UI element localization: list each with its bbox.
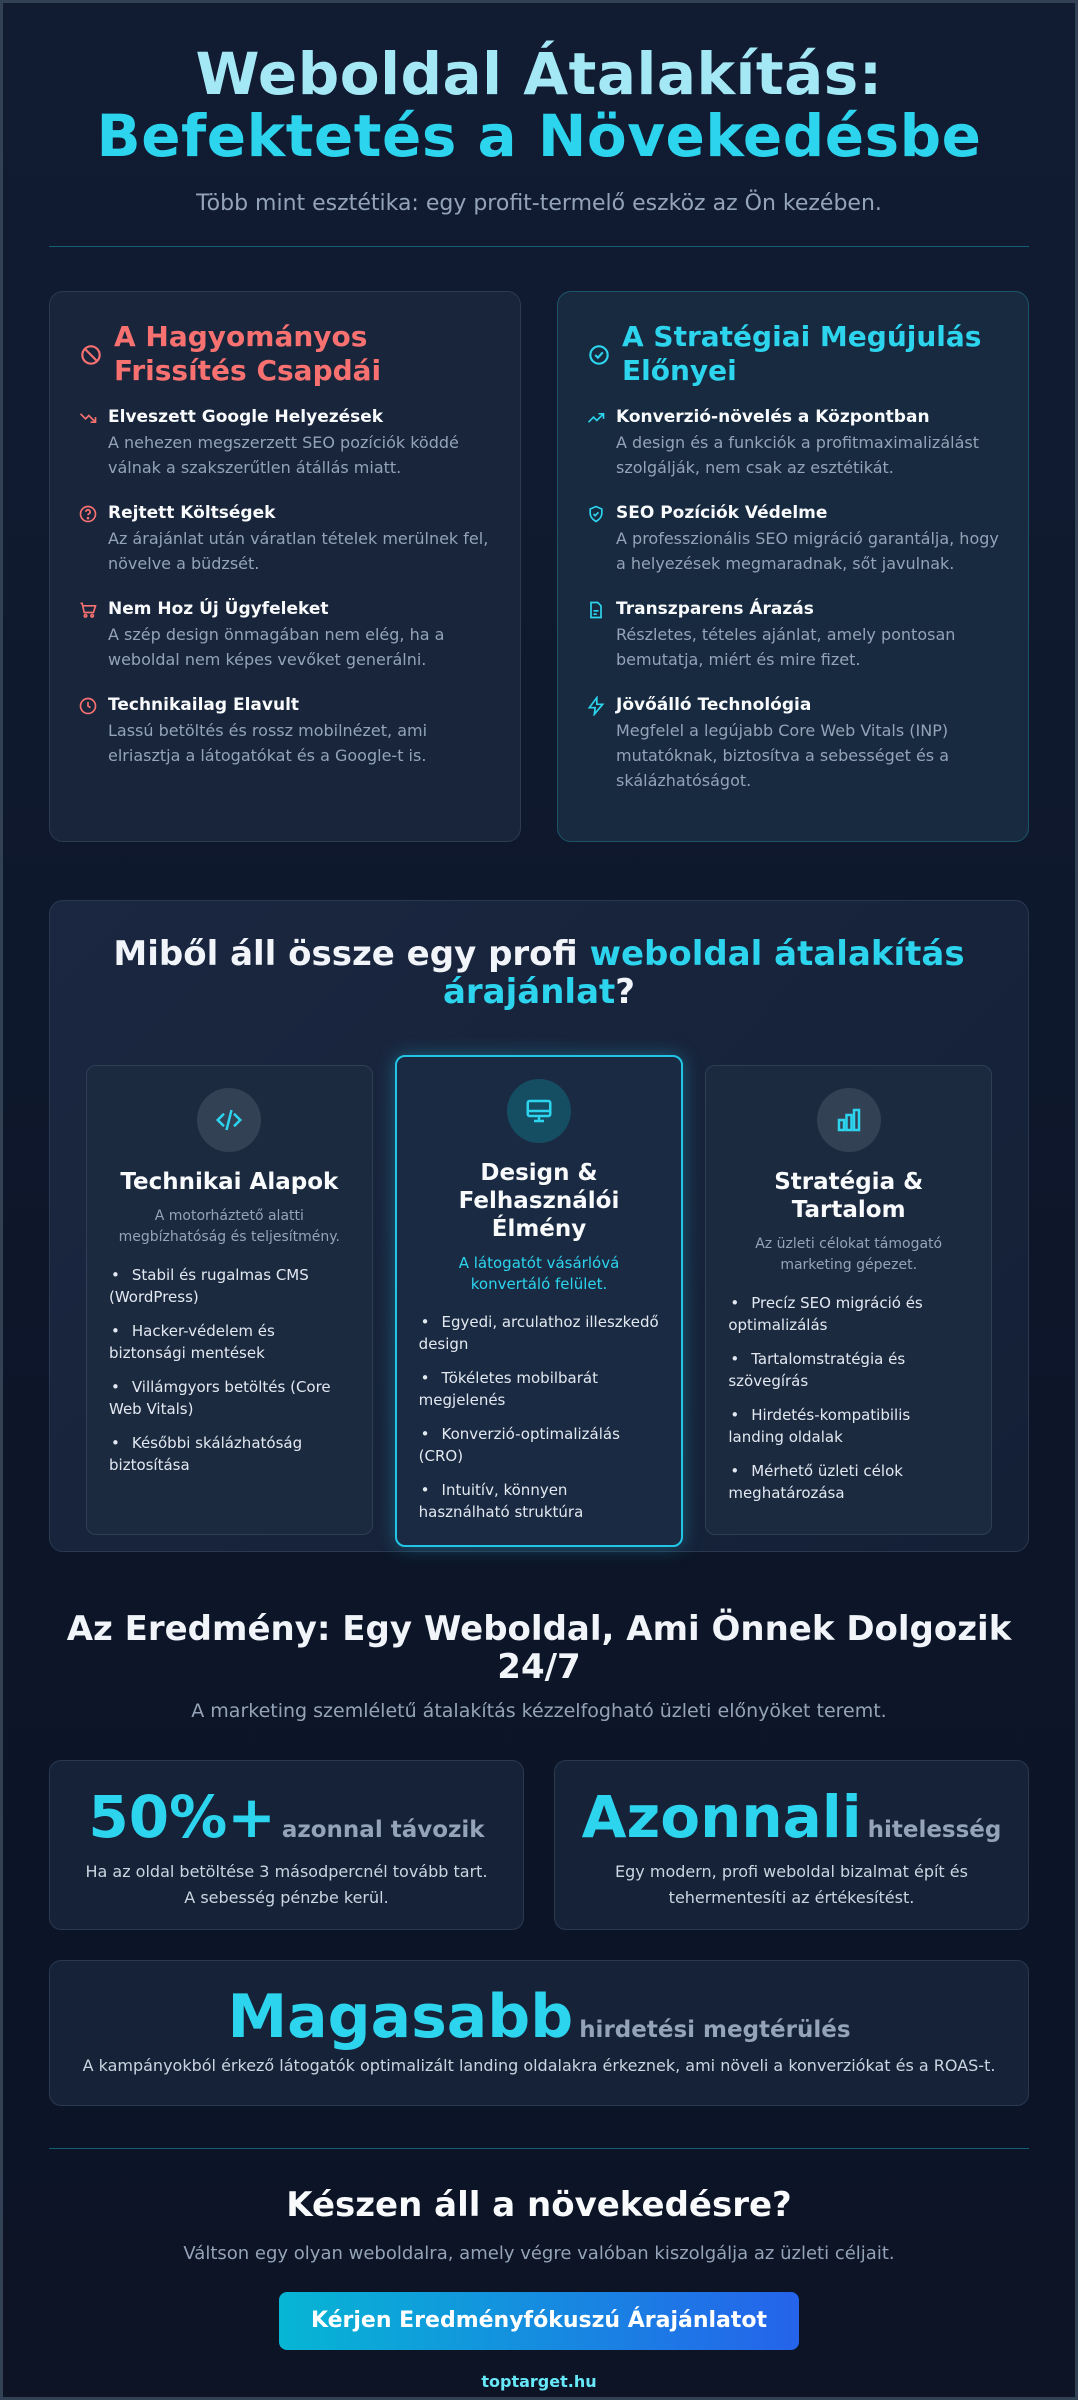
item-title: Transzparens Árazás <box>616 599 814 619</box>
column-subtitle: Az üzleti célokat támogató marketing gépezet. <box>755 1236 943 1273</box>
item-desc: A szép design önmagában nem elég, ha a weboldal nem képes vevőket generálni. <box>108 625 445 669</box>
results-title: Az Eredmény: Egy Weboldal, Ami Önnek Dolgozik 24/7 <box>66 1609 1012 1687</box>
help-circle-icon <box>78 504 98 524</box>
cta-subtitle: Váltson egy olyan weboldalra, amely végre valóban kiszolgálja az üzleti céljait. <box>183 2243 895 2264</box>
page-title <box>49 40 1029 170</box>
stat-card-bounce <box>49 1760 524 1930</box>
benefits-card <box>557 291 1029 842</box>
clock-icon <box>78 696 98 716</box>
cart-icon <box>78 600 98 620</box>
document-icon <box>586 600 606 620</box>
item-desc: A nehezen megszerzett SEO pozíciók köddé válnak a szakszerűtlen átállás miatt. <box>108 433 459 477</box>
offer-title-end: ? <box>615 972 636 1012</box>
divider <box>49 246 1029 247</box>
stat-desc: A kampányokból érkező látogatók optimalizált landing oldalakra érkeznek, ami növeli a konverziókat és a ROAS-t. <box>82 2056 996 2075</box>
item-desc: Lassú betöltés és rossz mobilnézet, ami elriasztja a látogatókat és a Google-t is. <box>108 721 428 765</box>
offer-title <box>86 935 992 1011</box>
list-item: • Precíz SEO migráció és optimalizálás <box>728 1294 923 1334</box>
stat-card-roas <box>49 1960 1029 2106</box>
lightning-icon <box>586 696 606 716</box>
cta-title: Készen áll a növekedésre? <box>286 2185 792 2225</box>
list-item: • Hacker-védelem és biztonsági mentések <box>109 1322 275 1362</box>
column-subtitle: A motorháztető alatti megbízhatóság és teljesítmény. <box>118 1208 341 1245</box>
pitfalls-card <box>49 291 521 842</box>
results-section <box>49 1610 1029 2106</box>
title-part-2: Befektetés a Növekedésbe <box>96 102 982 170</box>
item-desc: A design és a funkciók a profitmaximalizálást szolgálják, nem csak az esztétikát. <box>616 433 979 477</box>
list-item: • Tartalomstratégia és szövegírás <box>728 1350 906 1390</box>
pitfall-item <box>78 598 492 672</box>
stat-desc: Egy modern, profi weboldal bizalmat épít és tehermentesíti az értékesítést. <box>615 1862 968 1907</box>
results-subtitle: A marketing szemléletű átalakítás kézzelfogható üzleti előnyöket teremt. <box>191 1700 887 1722</box>
hero-subtitle: Több mint esztétika: egy profit-termelő eszköz az Ön kezében. <box>196 191 882 216</box>
list-item: • Későbbi skálázhatóság biztosítása <box>109 1434 303 1474</box>
stat-label: hitelesség <box>867 1817 1002 1843</box>
column-title: Technikai Alapok <box>120 1169 339 1195</box>
site-link[interactable]: toptarget.hu <box>481 2372 597 2391</box>
benefit-item <box>586 502 1000 576</box>
item-title: Jövőálló Technológia <box>616 695 812 715</box>
trending-up-icon <box>586 408 606 428</box>
trending-down-icon <box>78 408 98 428</box>
item-desc: Megfelel a legújabb Core Web Vitals (INP) mutatóknak, biztosítva a sebességet és a skálázhatóságot. <box>616 721 950 790</box>
pitfall-item <box>78 502 492 576</box>
stat-value: Magasabb <box>227 1982 574 2052</box>
ban-icon <box>78 342 104 368</box>
request-quote-button[interactable]: Kérjen Eredményfókuszú Árajánlatot <box>279 2292 799 2350</box>
bar-chart-icon <box>834 1105 864 1135</box>
cta-section <box>49 2148 1029 2391</box>
code-icon <box>214 1105 244 1135</box>
column-title: Design & Felhasználói Élmény <box>458 1160 620 1242</box>
stat-desc: Ha az oldal betöltése 3 másodpercnél tovább tart. A sebesség pénzbe kerül. <box>85 1862 488 1907</box>
monitor-icon <box>524 1096 554 1126</box>
pitfalls-title: A Hagyományos Frissítés Csapdái <box>114 320 382 387</box>
list-item: • Konverzió-optimalizálás (CRO) <box>418 1425 620 1465</box>
offer-column-strategy <box>705 1065 992 1535</box>
offer-column-design <box>395 1055 684 1547</box>
offer-title-accent: weboldal átalakítás árajánlat <box>442 934 965 1012</box>
item-title: Konverzió-növelés a Központban <box>616 407 930 427</box>
list-item: • Egyedi, arculathoz illeszkedő design <box>418 1313 659 1353</box>
column-title: Stratégia & Tartalom <box>774 1169 924 1223</box>
stat-label: hirdetési megtérülés <box>579 2017 851 2043</box>
shield-check-icon <box>586 504 606 524</box>
item-title: SEO Pozíciók Védelme <box>616 503 828 523</box>
offer-title-part-1: Miből áll össze egy profi <box>113 934 590 974</box>
offer-column-technical <box>86 1065 373 1535</box>
item-title: Rejtett Költségek <box>108 503 276 523</box>
item-desc: Részletes, tételes ajánlat, amely pontosan bemutatja, miért és mire fizet. <box>616 625 956 669</box>
list-item: • Villámgyors betöltés (Core Web Vitals) <box>109 1378 331 1418</box>
item-title: Elveszett Google Helyezések <box>108 407 384 427</box>
column-subtitle: A látogatót vásárlóvá konvertáló felület. <box>458 1254 620 1293</box>
item-desc: A professzionális SEO migráció garantálja, hogy a helyezések megmaradnak, sőt javulnak. <box>616 529 999 573</box>
stat-value: 50%+ <box>88 1783 276 1851</box>
pitfall-item <box>78 406 492 480</box>
stat-value: Azonnali <box>581 1783 862 1851</box>
title-part-1: Weboldal Átalakítás: <box>195 40 883 108</box>
item-title: Technikailag Elavult <box>108 695 300 715</box>
comparison-section <box>49 291 1029 842</box>
list-item: • Intuitív, könnyen használható struktúra <box>418 1481 584 1521</box>
pitfall-item <box>78 694 492 768</box>
item-desc: Az árajánlat után váratlan tételek merülnek fel, növelve a büdzsét. <box>108 529 489 573</box>
benefits-title: A Stratégiai Megújulás Előnyei <box>622 320 982 387</box>
check-circle-icon <box>586 342 612 368</box>
benefit-item <box>586 694 1000 793</box>
benefit-item <box>586 406 1000 480</box>
offer-section <box>49 900 1029 1552</box>
stat-label: azonnal távozik <box>281 1817 485 1843</box>
list-item: • Mérhető üzleti célok meghatározása <box>728 1462 903 1502</box>
list-item: • Hirdetés-kompatibilis landing oldalak <box>728 1406 911 1446</box>
hero-section <box>49 3 1029 216</box>
list-item: • Tökéletes mobilbarát megjelenés <box>418 1369 598 1409</box>
benefit-item <box>586 598 1000 672</box>
item-title: Nem Hoz Új Ügyfeleket <box>108 599 329 619</box>
list-item: • Stabil és rugalmas CMS (WordPress) <box>109 1266 309 1306</box>
stat-card-credibility <box>554 1760 1029 1930</box>
